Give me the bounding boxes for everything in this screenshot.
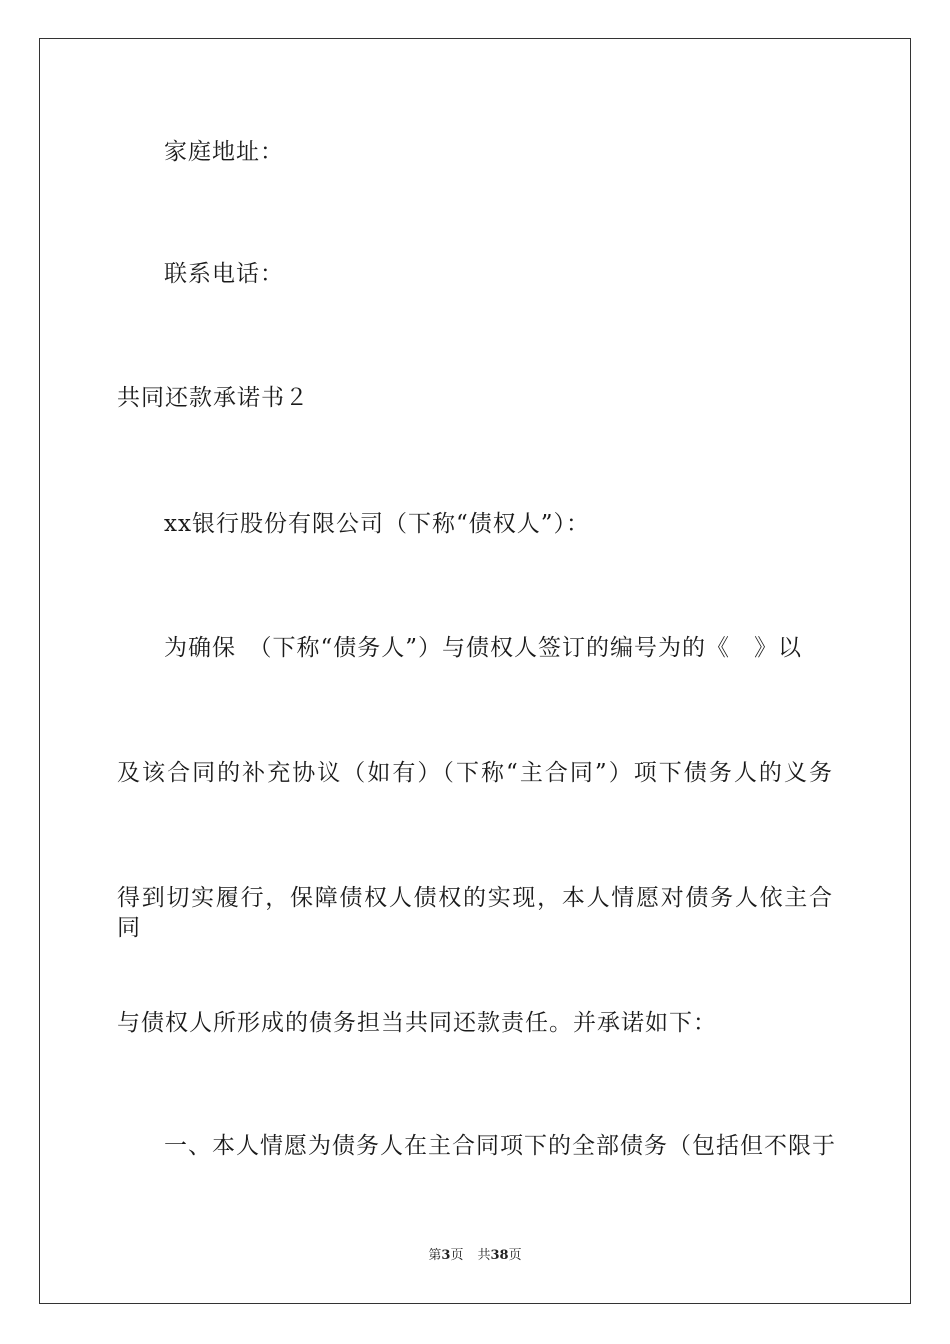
footer-total-suffix: 页 bbox=[508, 1248, 522, 1263]
footer-page-prefix: 第 bbox=[428, 1248, 442, 1263]
footer-page-suffix: 页 bbox=[450, 1248, 464, 1263]
footer-total-prefix: 共 bbox=[477, 1248, 491, 1263]
footer-page-number: 3 bbox=[441, 1248, 451, 1263]
page-border bbox=[39, 38, 911, 1304]
section-title: 共同还款承诺书２ bbox=[117, 385, 309, 411]
paragraph-line-1: 为确保 （下称“债务人”）与债权人签订的编号为的《 》以 bbox=[164, 635, 803, 661]
clause-one-line: 一、本人情愿为债务人在主合同项下的全部债务（包括但不限于 bbox=[164, 1133, 836, 1159]
paragraph-line-3: 得到切实履行，保障债权人债权的实现，本人情愿对债务人依主合同 bbox=[117, 885, 833, 941]
phone-label: 联系电话： bbox=[164, 261, 284, 287]
paragraph-line-4: 与债权人所形成的债务担当共同还款责任。并承诺如下： bbox=[117, 1010, 717, 1036]
home-address-label: 家庭地址： bbox=[164, 139, 284, 165]
footer-total-pages: 38 bbox=[490, 1248, 509, 1263]
paragraph-line-2: 及该合同的补充协议（如有）（下称“主合同”）项下债务人的义务 bbox=[117, 760, 833, 786]
page-footer bbox=[0, 1248, 950, 1264]
addressee-line: xx银行股份有限公司（下称“债权人”）： bbox=[164, 511, 590, 537]
